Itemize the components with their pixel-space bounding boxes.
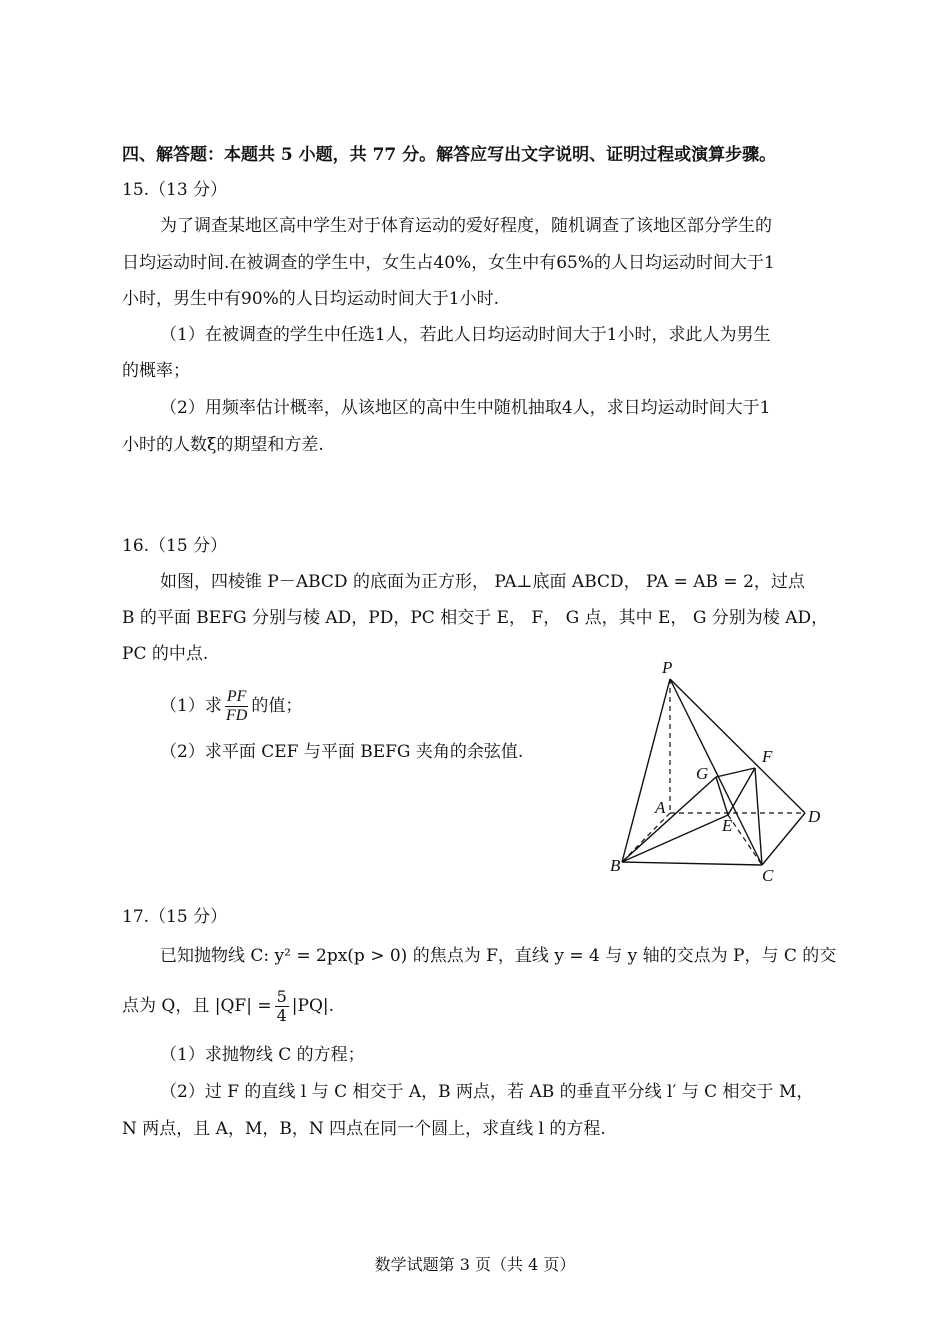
q15-text-line-2: 日均运动时间.在被调查的学生中，女生占40%，女生中有65%的人日均运动时间大于1 (122, 253, 775, 273)
q15-part2-line-2: 小时的人数ξ的期望和方差. (122, 435, 324, 455)
q16-number: 16.（15 分） (122, 536, 228, 556)
q16-text-line-3: PC 的中点. (122, 644, 209, 664)
q15-number: 15.（13 分） (122, 180, 228, 200)
q16-part2: （2）求平面 CEF 与平面 BEFG 夹角的余弦值. (160, 742, 524, 762)
q15-text-line-1: 为了调查某地区高中学生对于体育运动的爱好程度，随机调查了该地区部分学生的 (160, 216, 772, 236)
pyramid-figure (600, 655, 835, 885)
q16-text-line-1: 如图，四棱锥 P－ABCD 的底面为正方形， PA⊥底面 ABCD， PA = AB = 2，过点 (160, 572, 805, 592)
q15-part1-line-2: 的概率； (122, 361, 190, 381)
q15-part1-line-1: （1）在被调查的学生中任选1人，若此人日均运动时间大于1小时，求此人为男生 (160, 325, 771, 345)
q16-part1-prefix: （1）求 (160, 696, 222, 716)
fraction-five-fourths (275, 988, 289, 1025)
label-d: D (808, 807, 821, 826)
page-footer: 数学试题第 3 页（共 4 页） (374, 1255, 576, 1274)
fraction-denominator: 4 (276, 1006, 287, 1025)
label-e: E (722, 816, 733, 835)
q16-part1 (160, 688, 302, 725)
label-g: G (696, 764, 709, 783)
label-f: F (762, 747, 773, 766)
q17-part1: （1）求抛物线 C 的方程； (160, 1045, 365, 1065)
fraction-numerator: PF (226, 688, 247, 705)
q15-part2-line-1: （2）用频率估计概率，从该地区的高中生中随机抽取4人，求日均运动时间大于1 (160, 398, 771, 418)
label-c: C (762, 866, 774, 885)
fraction-numerator: 5 (276, 987, 287, 1006)
label-a: A (655, 798, 666, 817)
q17-part2-line-2: N 两点，且 A，M，B，N 四点在同一个圆上，求直线 l 的方程. (122, 1119, 606, 1139)
fraction-pf-fd (225, 688, 249, 725)
q16-text-line-2: B 的平面 BEFG 分别与棱 AD，PD，PC 相交于 E， F， G 点，其中 E， G 分别为棱 AD， (122, 608, 829, 628)
q17-line2-suffix: |PQ|. (291, 996, 335, 1016)
q17-part2-line-1: （2）过 F 的直线 l 与 C 相交于 A，B 两点，若 AB 的垂直平分线 l′ 与 C 相交于 M， (160, 1082, 814, 1102)
label-b: B (610, 856, 621, 875)
fraction-denominator: FD (225, 707, 248, 724)
q17-text-line-1: 已知抛物线 C: y² = 2px(p > 0) 的焦点为 F，直线 y = 4 与 y 轴的交点为 P，与 C 的交 (160, 946, 837, 966)
q15-text-line-3: 小时，男生中有90%的人日均运动时间大于1小时. (122, 289, 500, 309)
q17-line2-prefix: 点为 Q，且 |QF| = (122, 996, 272, 1016)
label-p: P (662, 658, 673, 677)
q17-number: 17.（15 分） (122, 907, 228, 927)
q16-part1-suffix: 的值； (251, 696, 303, 716)
section-header: 四、解答题：本题共 5 小题，共 77 分。解答应写出文字说明、证明过程或演算步骤。 (122, 145, 777, 165)
q17-text-line-2 (122, 987, 334, 1025)
